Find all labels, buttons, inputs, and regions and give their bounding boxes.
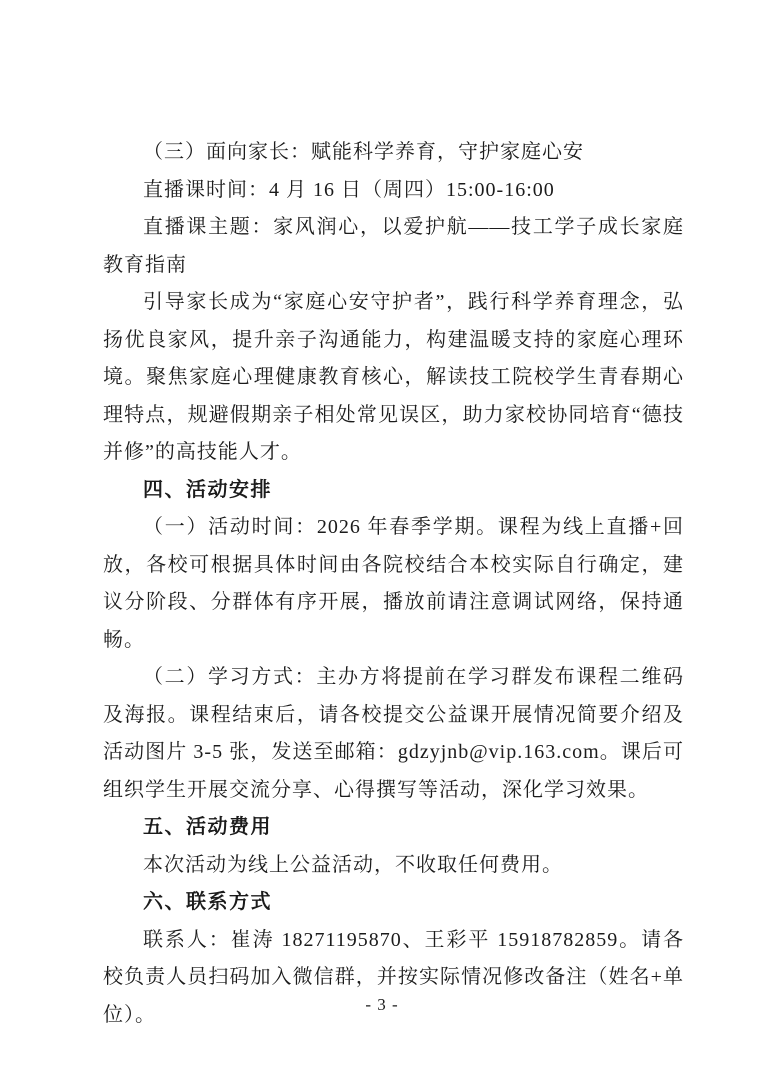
paragraph: 直播课主题：家风润心，以爱护航——技工学子成长家庭教育指南 [103, 216, 684, 276]
paragraph: （二）学习方式：主办方将提前在学习群发布课程二维码及海报。课程结束后，请各校提交公益课开展情况简要介绍及活动图片 3-5 张，发送至邮箱：gdzyjnb@vip.163.com。课后可组织学生开展交流分享、心得撰写等活动，深化学习效果。 [103, 666, 684, 801]
paragraph: 联系人：崔涛 18271195870、王彩平 15918782859。请各校负责人员扫码加入微信群，并按实际情况修改备注（姓名+单位）。 [103, 928, 684, 1026]
section-heading: 四、活动安排 [143, 478, 272, 501]
paragraph: 本次活动为线上公益活动，不收取任何费用。 [143, 853, 563, 876]
section-heading: 五、活动费用 [143, 816, 272, 838]
page-footer [0, 993, 764, 1017]
paragraph: 引导家长成为“家庭心安守护者”，践行科学养育理念，弘扬优良家风，提升亲子沟通能力，构建温暖支持的家庭心理环境。聚焦家庭心理健康教育核心，解读技工院校学生青春期心理特点，规避假期亲子相处常见误区，助力家校协同培育“德技并修”的高技能人才。 [103, 291, 684, 463]
section-heading: 六、联系方式 [143, 891, 272, 913]
paragraph: 直播课时间：4 月 16 日（周四）15:00-16:00 [143, 178, 555, 201]
paragraph: （一）活动时间：2026 年春季学期。课程为线上直播+回放，各校可根据具体时间由各院校结合本校实际自行确定，建议分阶段、分群体有序开展，播放前请注意调试网络，保持通畅。 [103, 516, 684, 651]
page-number: - 3 - [365, 995, 399, 1014]
paragraph: （三）面向家长：赋能科学养育，守护家庭心安 [143, 141, 584, 163]
document-body [103, 134, 684, 1034]
